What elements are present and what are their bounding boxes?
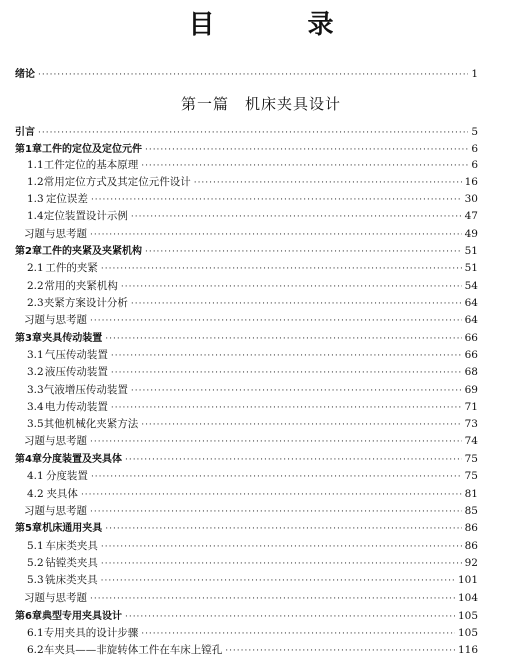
toc-entry-label: 车床类夹具 bbox=[45, 540, 98, 552]
dot-leader bbox=[101, 539, 462, 555]
dot-leader bbox=[101, 261, 462, 277]
dot-leader bbox=[145, 142, 468, 158]
toc-entry-page: 69 bbox=[464, 384, 478, 396]
toc-entry[interactable] bbox=[27, 486, 478, 502]
toc-entry-label: 车夹具——非旋转体工件在车床上镗孔 bbox=[43, 644, 223, 656]
toc-entry-label: 习题与思考题 bbox=[24, 228, 87, 240]
toc-entry-label: 绪论 bbox=[15, 69, 35, 80]
toc-entry-label: 机床通用夹具 bbox=[42, 523, 103, 534]
dot-leader bbox=[91, 469, 462, 485]
toc-entry-number: 5.3 bbox=[27, 574, 44, 586]
toc-entry-number: 3.3 bbox=[27, 384, 44, 396]
toc-entry-number: 6.1 bbox=[27, 627, 44, 639]
toc-entry-number: 2.2 bbox=[27, 280, 44, 292]
toc-entry-page: 16 bbox=[464, 176, 478, 188]
toc-entry[interactable] bbox=[27, 295, 478, 311]
toc-title: 目 录 bbox=[188, 10, 376, 40]
toc-entry[interactable] bbox=[15, 520, 478, 536]
toc-entry-page: 30 bbox=[464, 193, 478, 205]
toc-entry-page: 68 bbox=[464, 366, 478, 378]
toc-entry-label: 分度装置 bbox=[45, 470, 88, 482]
dot-leader bbox=[105, 521, 461, 537]
toc-entry[interactable] bbox=[27, 364, 478, 380]
toc-entry[interactable] bbox=[27, 174, 478, 190]
toc-entry-page: 66 bbox=[464, 349, 478, 361]
dot-leader bbox=[38, 125, 468, 141]
toc-entry-page: 74 bbox=[464, 435, 478, 447]
toc-entry-page: 75 bbox=[464, 470, 478, 482]
toc-entry-page: 105 bbox=[457, 627, 478, 639]
toc-entry-page: 105 bbox=[457, 610, 478, 622]
toc-entry[interactable] bbox=[24, 433, 478, 449]
toc-entry-number: 2.1 bbox=[27, 262, 44, 274]
toc-entry-label: 工件的定位及定位元件 bbox=[41, 144, 142, 155]
toc-entry-number: 1.2 bbox=[27, 176, 44, 188]
toc-entry-label: 习题与思考题 bbox=[24, 592, 87, 604]
dot-leader bbox=[194, 175, 462, 191]
toc-entry-page: 51 bbox=[464, 262, 478, 274]
toc-entry[interactable] bbox=[27, 538, 478, 554]
toc-entry-label: 专用夹具的设计步骤 bbox=[43, 627, 139, 639]
toc-entry-page: 49 bbox=[464, 228, 478, 240]
toc-entry-label: 典型专用夹具设计 bbox=[41, 611, 122, 622]
toc-entry-label: 夹具传动装置 bbox=[42, 333, 103, 344]
toc-entry[interactable] bbox=[27, 191, 478, 207]
toc-entry-label: 工件的夹紧 bbox=[45, 262, 98, 274]
dot-leader bbox=[141, 626, 455, 642]
dot-leader bbox=[225, 643, 455, 659]
dot-leader bbox=[90, 227, 462, 243]
toc-entry-page: 101 bbox=[457, 574, 478, 586]
toc-entry[interactable] bbox=[27, 555, 478, 571]
toc-entry-number: 5.2 bbox=[27, 557, 44, 569]
dot-leader bbox=[111, 365, 462, 381]
toc-entry-label: 钻镗类夹具 bbox=[45, 557, 98, 569]
dot-leader bbox=[111, 400, 462, 416]
toc-entry-number: 5.1 bbox=[27, 540, 44, 552]
toc-entry-page: 81 bbox=[464, 488, 478, 500]
toc-entry-label: 工件的夹紧及夹紧机构 bbox=[41, 246, 142, 257]
toc-entry[interactable] bbox=[27, 260, 478, 276]
toc-entry-number: 3.2 bbox=[27, 366, 44, 378]
toc-entry-label: 定位装置设计示例 bbox=[43, 210, 128, 222]
toc-entry-label: 工件定位的基本原理 bbox=[43, 159, 139, 171]
toc-entry-label: 夹紧方案设计分析 bbox=[43, 297, 128, 309]
toc-entry-number: 3.1 bbox=[27, 349, 44, 361]
toc-entry-number: 4.1 bbox=[27, 470, 44, 482]
dot-leader bbox=[101, 573, 455, 589]
dot-leader bbox=[105, 331, 461, 347]
toc-entry-page: 116 bbox=[457, 644, 478, 656]
dot-leader bbox=[90, 434, 462, 450]
toc-entry[interactable] bbox=[27, 157, 478, 173]
toc-entry[interactable] bbox=[15, 330, 478, 346]
toc-entry[interactable] bbox=[15, 608, 478, 624]
toc-entry-number: 第6章 bbox=[15, 611, 42, 622]
dot-leader bbox=[145, 244, 462, 260]
toc-entry-page: 86 bbox=[464, 522, 478, 534]
toc-entry-page: 66 bbox=[464, 332, 478, 344]
toc-entry-label: 常用的夹紧机构 bbox=[44, 280, 118, 292]
toc-entry[interactable] bbox=[27, 416, 478, 432]
dot-leader bbox=[90, 504, 462, 520]
toc-entry-page: 64 bbox=[464, 314, 478, 326]
toc-entry-page: 47 bbox=[464, 210, 478, 222]
toc-entry[interactable] bbox=[15, 243, 478, 259]
dot-leader bbox=[131, 296, 462, 312]
toc-entry[interactable] bbox=[15, 66, 478, 82]
toc-entry-page: 85 bbox=[464, 505, 478, 517]
dot-leader bbox=[131, 209, 462, 225]
dot-leader bbox=[90, 313, 462, 329]
toc-entry-number: 1.3 bbox=[27, 193, 44, 205]
toc-entry-page: 51 bbox=[464, 245, 478, 257]
toc-entry-page: 5 bbox=[471, 126, 478, 138]
toc-entry-number: 1.1 bbox=[27, 159, 44, 171]
toc-entry-label: 常用定位方式及其定位元件设计 bbox=[43, 176, 191, 188]
dot-leader bbox=[125, 452, 462, 468]
toc-entry-page: 6 bbox=[471, 143, 478, 155]
toc-entry-page: 92 bbox=[464, 557, 478, 569]
dot-leader bbox=[90, 591, 455, 607]
toc-entry-page: 64 bbox=[464, 297, 478, 309]
toc-entry-label: 引言 bbox=[15, 127, 35, 138]
toc-entry[interactable] bbox=[27, 625, 478, 641]
dot-leader bbox=[38, 67, 468, 83]
dot-leader bbox=[101, 556, 462, 572]
toc-entry[interactable] bbox=[27, 642, 478, 658]
toc-entry-label: 液压传动装置 bbox=[44, 366, 108, 378]
toc-entry-label: 习题与思考题 bbox=[24, 505, 87, 517]
toc-entry[interactable] bbox=[24, 590, 478, 606]
dot-leader bbox=[125, 609, 455, 625]
toc-entry-number: 4.2 bbox=[27, 488, 44, 500]
toc-entry-page: 1 bbox=[471, 68, 478, 80]
dot-leader bbox=[131, 383, 462, 399]
toc-entry-page: 73 bbox=[464, 418, 478, 430]
toc-entry[interactable] bbox=[15, 451, 478, 467]
toc-entry-page: 54 bbox=[464, 280, 478, 292]
toc-entry-number: 1.4 bbox=[27, 210, 44, 222]
toc-entry-number: 6.2 bbox=[27, 644, 44, 656]
toc-entry-label: 其他机械化夹紧方法 bbox=[43, 418, 139, 430]
toc-entry[interactable] bbox=[27, 399, 478, 415]
toc-entry-label: 电力传动装置 bbox=[44, 401, 108, 413]
toc-entry-number: 第5章 bbox=[15, 523, 42, 534]
dot-leader bbox=[121, 279, 462, 295]
toc-entry-label: 定位误差 bbox=[45, 193, 88, 205]
toc-entry-number: 3.4 bbox=[27, 401, 44, 413]
toc-entry[interactable] bbox=[15, 124, 478, 140]
dot-leader bbox=[81, 487, 462, 503]
toc-entry-number: 2.3 bbox=[27, 297, 44, 309]
toc-entry-label: 夹具体 bbox=[46, 488, 78, 500]
toc-entry-number: 第1章 bbox=[15, 144, 42, 155]
toc-entry-number: 第3章 bbox=[15, 333, 42, 344]
toc-entry-label: 习题与思考题 bbox=[24, 435, 87, 447]
toc-entry[interactable] bbox=[24, 503, 478, 519]
dot-leader bbox=[141, 158, 468, 174]
toc-entry[interactable] bbox=[15, 141, 478, 157]
toc-entry[interactable] bbox=[24, 226, 478, 242]
dot-leader bbox=[111, 348, 462, 364]
dot-leader bbox=[141, 417, 461, 433]
toc-entry-label: 气压传动装置 bbox=[44, 349, 108, 361]
part-heading: 第一篇 机床夹具设计 bbox=[180, 95, 341, 113]
dot-leader bbox=[91, 192, 462, 208]
toc-entry[interactable] bbox=[27, 208, 478, 224]
toc-entry[interactable] bbox=[24, 312, 478, 328]
toc-entry-number: 第4章 bbox=[15, 454, 42, 465]
toc-entry-page: 6 bbox=[471, 159, 478, 171]
toc-entry-label: 习题与思考题 bbox=[24, 314, 87, 326]
toc-entry[interactable] bbox=[27, 468, 478, 484]
toc-entry-label: 分度装置及夹具体 bbox=[41, 454, 122, 465]
toc-entry-number: 3.5 bbox=[27, 418, 44, 430]
toc-entry[interactable] bbox=[27, 278, 478, 294]
toc-entry-page: 71 bbox=[464, 401, 478, 413]
toc-entry-page: 86 bbox=[464, 540, 478, 552]
toc-entry-label: 铣床类夹具 bbox=[45, 574, 98, 586]
toc-entry-page: 104 bbox=[457, 592, 478, 604]
toc-entry[interactable] bbox=[27, 347, 478, 363]
toc-entry-number: 第2章 bbox=[15, 246, 42, 257]
toc-entry[interactable] bbox=[27, 382, 478, 398]
toc-entry-label: 气液增压传动装置 bbox=[43, 384, 128, 396]
toc-entry[interactable] bbox=[27, 572, 478, 588]
toc-entry-page: 75 bbox=[464, 453, 478, 465]
